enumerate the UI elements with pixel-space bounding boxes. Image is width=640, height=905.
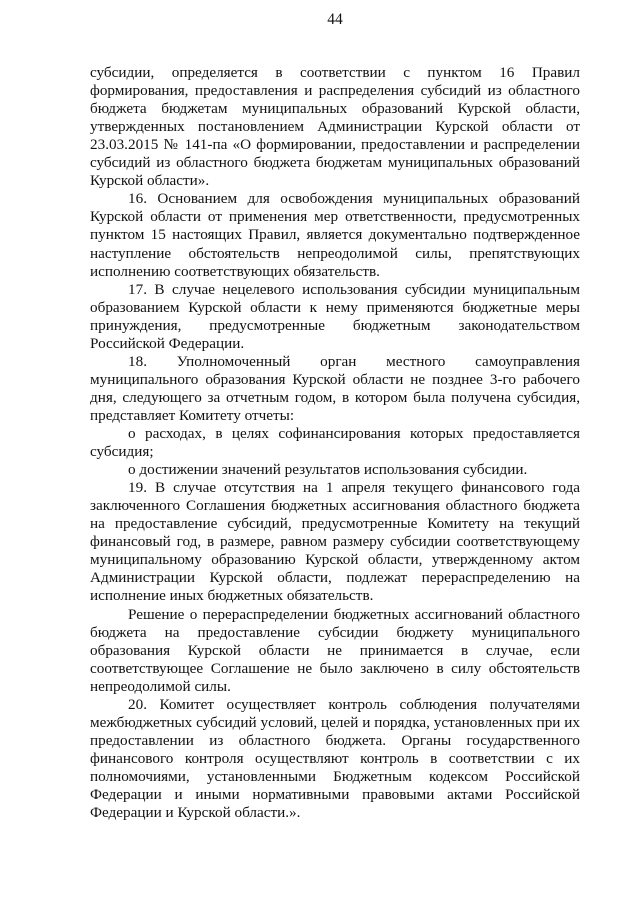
text-line: субсидия;	[90, 443, 154, 461]
text-line: 18. Уполномоченный орган местного самоуправления	[128, 352, 580, 370]
text-line: полномочиями, установленными Бюджетным кодексом Российской	[90, 767, 580, 785]
text-line: Курской области».	[90, 172, 210, 190]
text-line: бюджета бюджетам муниципальных образований Курской области,	[90, 100, 580, 118]
text-line: о расходах, в целях софинансирования которых предоставляется	[128, 425, 580, 442]
text-line: Российской Федерации.	[90, 334, 245, 352]
text-line: представляет Комитету отчеты:	[90, 406, 295, 424]
text-line: финансовый год, в размере, равном размеру субсидии соответствующему	[90, 533, 580, 551]
text-line: 19. В случае отсутствия на 1 апреля текущего финансового года	[128, 479, 580, 497]
text-line: дня, следующего за отчетным годом, в котором была получена субсидия,	[90, 388, 580, 406]
text-line: непреодолимой силы.	[90, 677, 231, 695]
text-line: исполнение иных бюджетных обязательств.	[90, 587, 374, 605]
text-line: муниципальному образованию Курской области, утвержденному актом	[90, 551, 580, 569]
text-line: заключенного Соглашения бюджетных ассигнования областного бюджета	[90, 497, 580, 515]
text-line: 17. В случае нецелевого использования субсидии муниципальным	[128, 280, 580, 298]
text-line: Федерации и иными нормативными правовыми актами Российской	[90, 786, 580, 803]
text-line: принуждения, предусмотренные бюджетным законодательством	[90, 316, 580, 334]
text-line: Федерации и Курской области.».	[90, 804, 301, 822]
text-line: о достижении значений результатов использования субсидии.	[128, 461, 528, 479]
text-line: исполнению соответствующих обязательств.	[90, 262, 380, 280]
text-line: 23.03.2015 № 141-па «О формировании, предоставлении и распределении	[90, 136, 580, 154]
text-line: формирования, предоставления и распределения субсидий из областного	[90, 82, 580, 100]
text-line: предоставлении из областного бюджета. Органы государственного	[90, 731, 580, 749]
text-line: 20. Комитет осуществляет контроль соблюдения получателями	[128, 695, 580, 713]
text-line: финансового контроля осуществляют контроль в соответствии с их	[90, 749, 580, 767]
page-number: 44	[327, 11, 343, 28]
text-line: Решение о перераспределении бюджетных ассигнований областного	[128, 605, 580, 623]
text-line: Администрации Курской области, подлежат перераспределению на	[90, 569, 580, 587]
text-line: образования Курской области не принимается в случае, если	[90, 641, 580, 659]
text-line: бюджета на предоставление субсидии бюджету муниципального	[90, 623, 580, 641]
text-line: на предоставление субсидий, предусмотренные Комитету на текущий	[90, 515, 580, 533]
text-line: субсидии, определяется в соответствии с пунктом 16 Правил	[90, 64, 580, 81]
text-line: субсидий из областного бюджета бюджетам муниципальных образований	[90, 154, 580, 172]
text-line: межбюджетных субсидий условий, целей и порядка, установленных при их	[90, 713, 580, 731]
text-line: муниципального образования Курской области не позднее 3-го рабочего	[90, 370, 580, 388]
text-line: наступление обстоятельств непреодолимой силы, препятствующих	[90, 244, 580, 262]
text-line: соответствующее Соглашение не было заключено в силу обстоятельств	[90, 659, 580, 677]
text-line: пунктом 15 настоящих Правил, является документально подтвержденное	[90, 226, 580, 244]
text-line: Курской области от применения мер ответственности, предусмотренных	[90, 208, 580, 226]
text-line: 16. Основанием для освобождения муниципальных образований	[128, 190, 580, 208]
text-line: образованием Курской области к нему применяются бюджетные меры	[90, 298, 580, 316]
text-line: утвержденных постановлением Администрации Курской области от	[90, 118, 580, 136]
